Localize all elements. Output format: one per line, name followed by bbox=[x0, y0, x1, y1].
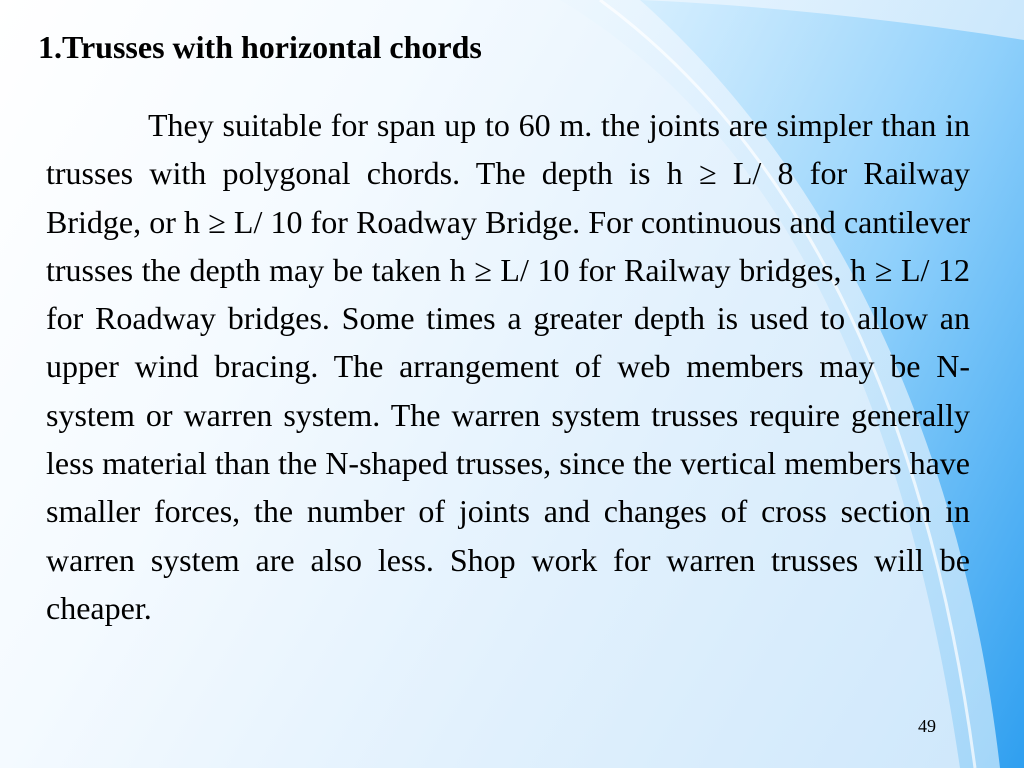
slide-title: 1.Trusses with horizontal chords bbox=[38, 29, 482, 65]
slide-body-text: They suitable for span up to 60 m. the joints are simpler than in trusses with polygonal chords. The depth is h ≥ L/ 8 for Railway Bridge, or h ≥ L/ 10 for Roadway Bridge. For continuous and cantilever trusses the depth may be taken h ≥ L/ 10 for Railway bridges, h ≥ L/ 12 for Roadway bridges. Some times a greater depth is used to allow an upper wind bracing. The arrangement of web members may be N-system or warren system. The warren system trusses require generally less material than the N-shaped trusses, since the vertical members have smaller forces, the number of joints and changes of cross section in warren system are also less. Shop work for warren trusses will be cheaper. bbox=[46, 107, 970, 626]
page-number: 49 bbox=[918, 716, 936, 736]
